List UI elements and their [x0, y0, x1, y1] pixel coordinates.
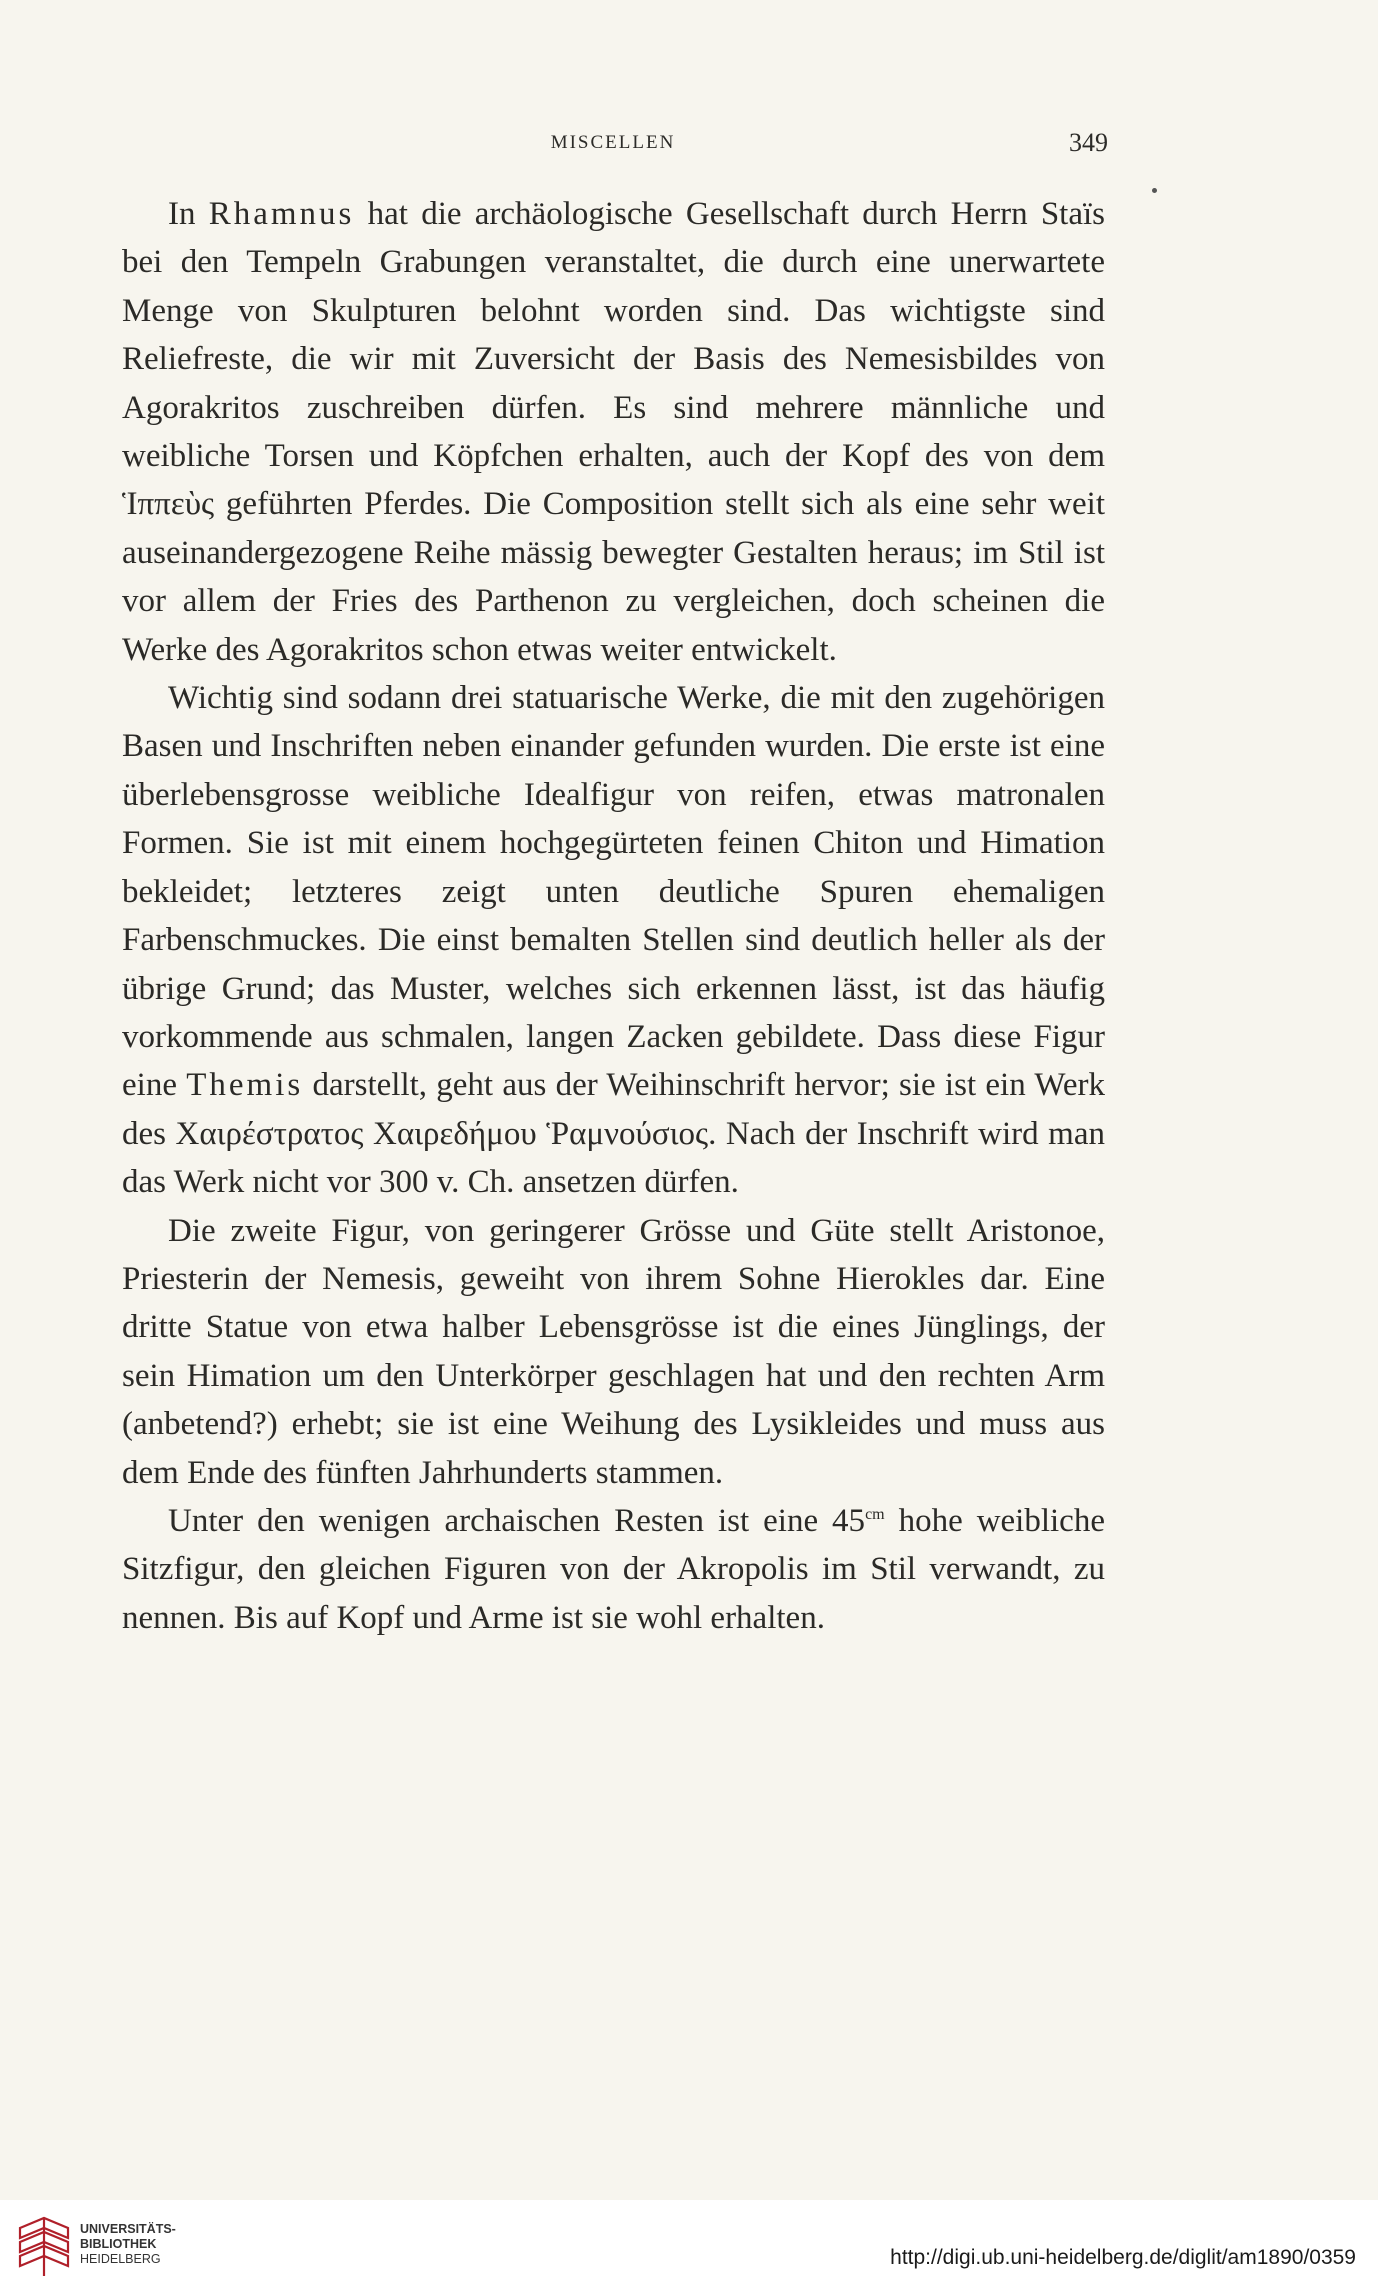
paragraph-text-after: darstellt, geht aus der Weihinschrift hervor; sie ist ein Werk des Χαιρέστρατος Χαιρεδήμου Ῥαμνούσιος. Nach der Inschrift wird man das Werk nicht vor 300 v. Ch. ansetzen dürfen.: [122, 1067, 1105, 1201]
library-name: [80, 2222, 176, 2267]
name-themis: Themis: [186, 1067, 304, 1104]
footer-bar: [0, 2200, 1378, 2288]
library-name-line: HEIDELBERG: [80, 2252, 161, 2266]
running-title: MISCELLEN: [550, 132, 676, 153]
paragraph-text: hat die archäologische Gesellschaft durch Herrn Staïs bei den Tempeln Grabungen veranstaltet, die durch eine unerwartete Menge von Skulpturen belohnt worden sind. Das wichtigste sind Reliefreste, die wir mit Zuversicht der Basis des Nemesisbildes von Agorakritos zuschreiben dürfen. Es sind mehrere männliche und weibliche Torsen und Köpfchen erhalten, auch der Kopf des von dem Ἱππεὺς geführten Pferdes. Die Composition stellt sich als eine sehr weit auseinandergezogene Reihe mässig bewegter Gestalten heraus; im Stil ist vor allem der Fries des Parthenon zu vergleichen, doch scheinen die Werke des Agorakritos schon etwas weiter entwickelt.: [122, 196, 1105, 668]
source-url-link[interactable]: http://digi.ub.uni-heidelberg.de/diglit/am1890/0359: [890, 2246, 1356, 2269]
ink-speck: [1152, 188, 1157, 193]
paragraph-aristonoe: [122, 1207, 1105, 1497]
running-head: [118, 128, 1108, 172]
paragraph-text-before: Wichtig sind sodann drei statuarische Werke, die mit den zugehörigen Basen und Inschriften neben einander gefunden wurden. Die erste ist eine überlebensgrosse weibliche Idealfigur von reifen, etwas matronalen Formen. Sie ist mit einem hochgegürteten feinen Chiton und Himation bekleidet; letzteres zeigt unten deutliche Spuren ehemaligen Farbenschmuckes. Die einst bemalten Stellen sind deutlich heller als der übrige Grund; das Muster, welches sich erkennen lässt, ist das häufig vorkommende aus schmalen, langen Zacken gebildete. Dass diese Figur eine: [122, 680, 1105, 1104]
place-name-rhamnus: Rhamnus: [208, 196, 355, 232]
library-logo-icon: [14, 2214, 74, 2280]
paragraph-themis: [122, 674, 1105, 1206]
paragraph-text-after: hohe weibliche Sitzfigur, den gleichen Figuren von der Akropolis im Stil verwandt, zu nennen. Bis auf Kopf und Arme ist sie wohl erhalten.: [122, 1502, 1105, 1636]
paragraph-intro: In: [168, 196, 209, 232]
library-name-line: UNIVERSITÄTS-: [80, 2222, 176, 2236]
paragraph-text-before: Unter den wenigen archaischen Resten ist eine 45: [168, 1502, 866, 1539]
article-body: [122, 190, 1105, 1642]
paragraph-sitzfigur: [122, 1497, 1105, 1642]
paragraph-rhamnus: [122, 190, 1105, 674]
paragraph-text: Die zweite Figur, von geringerer Grösse und Güte stellt Aristonoe, Priesterin der Nemesis, geweiht von ihrem Sohne Hierokles dar. Eine dritte Statue von etwa halber Lebensgrösse ist die eines Jünglings, der sein Himation um den Unterkörper geschlagen hat und den rechten Arm (anbetend?) erhebt; sie ist eine Weihung des Lysikleides und muss aus dem Ende des fünften Jahrhunderts stammen.: [122, 1212, 1105, 1491]
library-name-line: BIBLIOTHEK: [80, 2237, 157, 2251]
unit-superscript: cm: [865, 1505, 885, 1523]
page-number: 349: [1069, 128, 1108, 157]
